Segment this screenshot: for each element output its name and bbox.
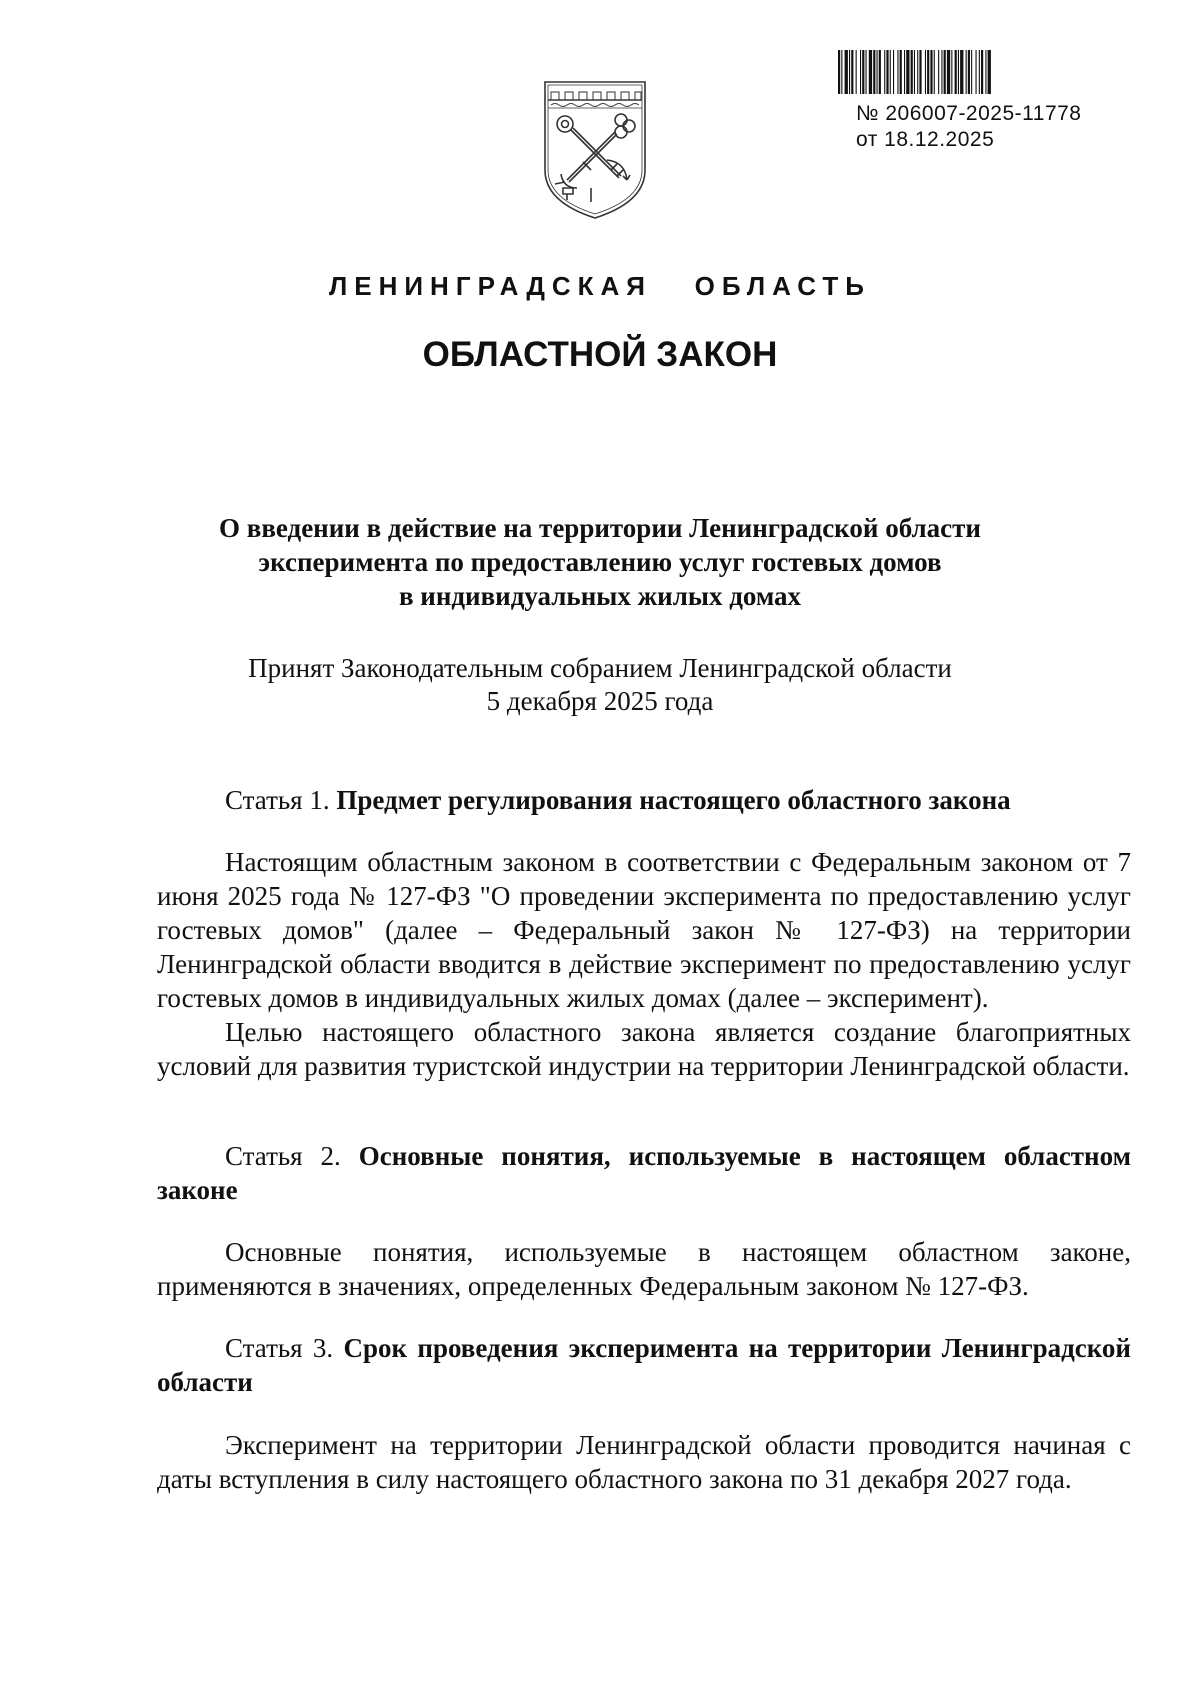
paragraph: Эксперимент на территории Ленинградской области проводится начиная с даты вступления в силу настоящего областного закона по 31 декабря 2027 года. [157, 1430, 1131, 1494]
article-2-heading [157, 1139, 1131, 1207]
article-1-body [157, 845, 1131, 1083]
article-3-heading [157, 1331, 1131, 1399]
registration-number: № 206007-2025-11778 [856, 102, 1082, 125]
paragraph: Целью настоящего областного закона является создание благоприятных условий для развития туристской индустрии на территории Ленинградской области. [157, 1017, 1131, 1081]
article-2-body [157, 1235, 1131, 1303]
registration-date: от 18.12.2025 [856, 128, 995, 151]
document-type-title: ОБЛАСТНОЙ ЗАКОН [422, 335, 778, 374]
paragraph: Основные понятия, используемые в настоящем областном законе, применяются в значениях, определенных Федеральным законом № 127-ФЗ. [157, 1237, 1131, 1301]
paragraph: Настоящим областным законом в соответствии с Федеральным законом от 7 июня 2025 года № 127-ФЗ "О проведении эксперимента по предоставлению услуг гостевых домов" (далее – Федеральный закон № 127-ФЗ) на территории Ленинградской области вводится в действие эксперимент по предоставлению услуг гостевых домов в индивидуальных жилых домах (далее – эксперимент). [157, 847, 1131, 1013]
law-title [150, 511, 1050, 613]
law-title-line: в индивидуальных жилых домах [398, 581, 802, 611]
article-3-body [157, 1428, 1131, 1496]
law-title-line: эксперимента по предоставлению услуг гостевых домов [258, 547, 942, 577]
region-title: ЛЕНИНГРАДСКАЯ ОБЛАСТЬ [329, 271, 871, 301]
adoption-note [150, 652, 1050, 718]
article-title: Срок проведения эксперимента на территории Ленинградской области [157, 1333, 1131, 1397]
article-label: Статья 3. [225, 1333, 334, 1363]
article-label: Статья 1. [225, 785, 330, 815]
adoption-date: 5 декабря 2025 года [486, 686, 714, 716]
law-title-line: О введении в действие на территории Ленинградской области [219, 513, 981, 543]
article-label: Статья 2. [225, 1141, 341, 1171]
adoption-line: Принят Законодательным собранием Ленинградской области [248, 653, 952, 683]
barcode [838, 50, 1100, 94]
coat-of-arms-emblem [541, 78, 649, 222]
article-title: Основные понятия, используемые в настоящем областном законе [157, 1141, 1131, 1205]
article-title: Предмет регулирования настоящего областного закона [336, 785, 1011, 815]
article-1-heading [157, 783, 1131, 817]
